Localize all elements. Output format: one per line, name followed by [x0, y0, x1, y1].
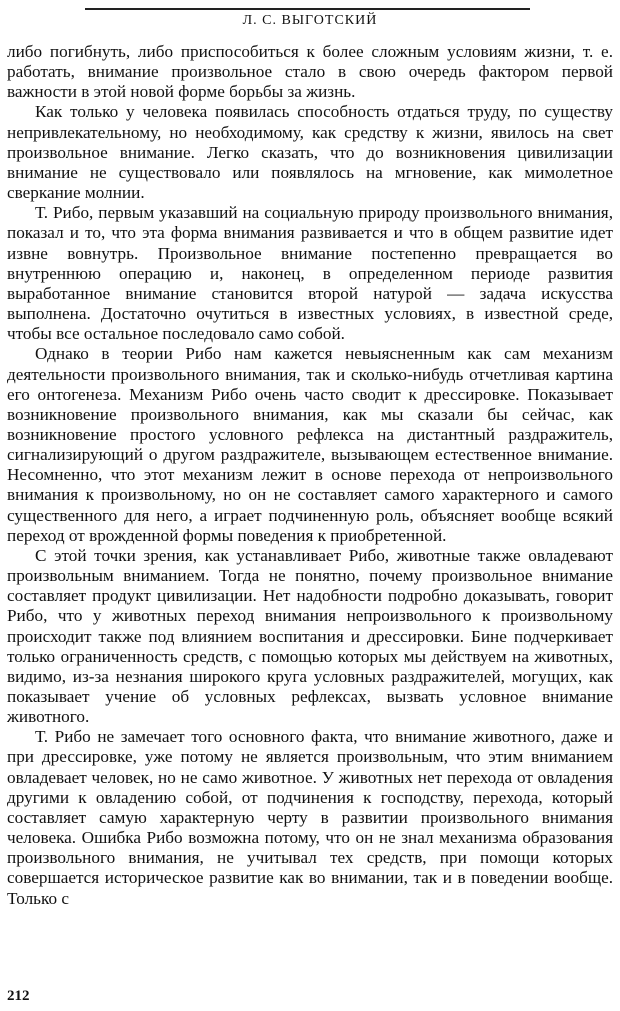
paragraph: Т. Рибо не замечает того основного факта, что внимание животного, даже и при дрессировке, уже потому не является произвольным, что этим вниманием овладевает человек, но не само животное. У животных нет перехода от овладения другими к овладению собой, от подчинения к господству, перехода, который составляет самую характерную черту в развитии произвольного внимания человека. Ошибка Рибо возможна потому, что он не знал механизма образования произвольного внимания, не учитывал тех средств, при помощи которых совершается историческое развитие как во внимании, так и в поведении вообще. Только с [7, 727, 613, 908]
page-number: 212 [7, 988, 30, 1004]
paragraph: либо погибнуть, либо приспособиться к более сложным условиям жизни, т. е. работать, внимание произвольное стало в свою очередь фактором первой важности в этой новой форме борьбы за жизнь. [7, 42, 613, 102]
body-text [7, 42, 613, 909]
paragraph: Однако в теории Рибо нам кажется невыясненным как сам механизм деятельности произвольного внимания, так и сколько-нибудь отчетливая картина его онтогенеза. Механизм Рибо очень часто сводит к дрессировке. Показывает возникновение произвольного внимания, как мы сказали бы сейчас, как возникновение простого условного рефлекса на дистантный раздражитель, сигнализирующий о другом раздражителе, вызывающем естественное внимание. Несомненно, что этот механизм лежит в основе перехода от непроизвольного внимания к произвольному, но он не составляет самого характерного и самого существенного для него, а играет подчиненную роль, объясняет вообще всякий переход от врожденной формы поведения к приобретенной. [7, 344, 613, 545]
running-head: Л. С. ВЫГОТСКИЙ [242, 13, 378, 28]
paragraph: Как только у человека появилась способность отдаться труду, по существу непривлекательному, но необходимому, как средству к жизни, явилось на свет произвольное внимание. Легко сказать, что до возникновения цивилизации внимание не существовало или появлялось на мгновение, как мимолетное сверкание молнии. [7, 102, 613, 203]
paragraph: Т. Рибо, первым указавший на социальную природу произвольного внимания, показал и то, что эта форма внимания развивается и что в общем развитие идет извне вовнутрь. Произвольное внимание постепенно превращается во внутреннюю операцию и, наконец, в определенном периоде развития выработанное внимание становится второй натурой — задача искусства выполнена. Достаточно очутиться в известных условиях, в известной среде, чтобы все остальное последовало само собой. [7, 203, 613, 344]
header-rule [85, 8, 530, 10]
paragraph: С этой точки зрения, как устанавливает Рибо, животные также овладевают произвольным вниманием. Тогда не понятно, почему произвольное внимание составляет продукт цивилизации. Нет надобности подробно доказывать, говорит Рибо, что у животных переход внимания непроизвольного к произвольному происходит также под влиянием воспитания и дрессировки. Бине подчеркивает только ограниченность средств, с помощью которых мы действуем на животных, видимо, из-за незнания широкого круга условных раздражителей, могущих, как показывает учение об условных рефлексах, вызвать условное внимание животного. [7, 545, 613, 727]
